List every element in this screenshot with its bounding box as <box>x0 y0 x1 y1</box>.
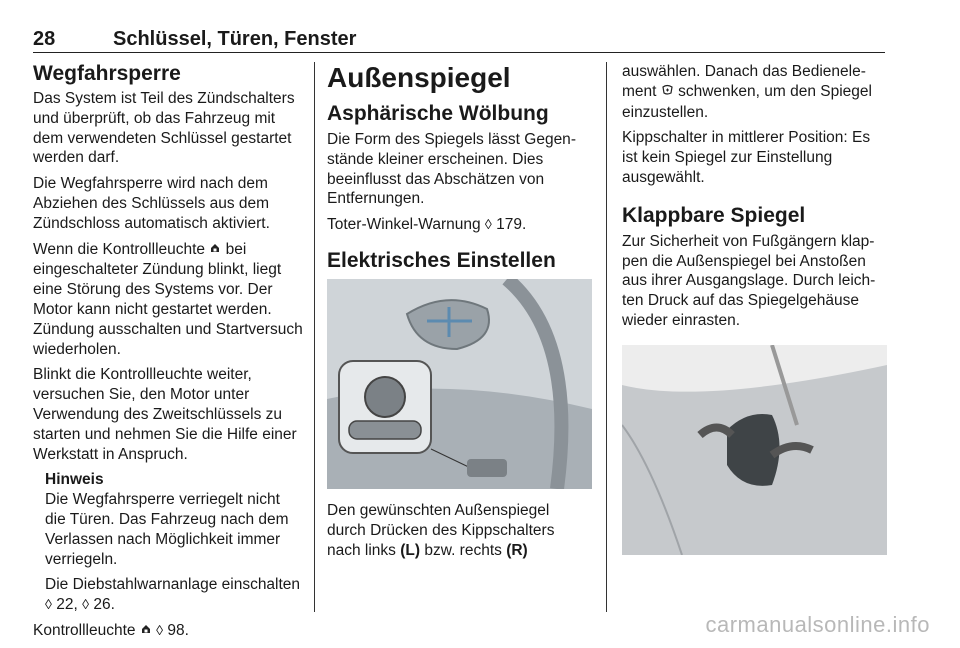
column-divider-1 <box>314 62 315 612</box>
text: bei eingeschalteter Zündung blinkt, liegt eine Störung des Systems vor. Der Motor kann nicht gestartet werden. Zündung ausschalten und Startversuch wiederholen. <box>33 240 303 358</box>
page-ref-link[interactable]: 26 <box>93 596 111 614</box>
paragraph: Kontrollleuchte ◊ 98. <box>33 621 303 642</box>
text: bzw. rechts <box>424 541 502 559</box>
ref-arrow-icon: ◊ <box>45 596 52 613</box>
text: Toter-Winkel-Warnung <box>327 216 481 234</box>
ref-arrow-icon: ◊ <box>484 216 492 233</box>
page-ref-link[interactable]: 179 <box>496 216 523 234</box>
watermark: carmanualsonline.info <box>705 612 930 637</box>
paragraph: Toter-Winkel-Warnung ◊ 179. <box>327 216 527 234</box>
text: Wenn die Kontrollleuchte <box>33 240 206 258</box>
text: (R) <box>506 541 528 559</box>
text: schwenken, um den Spiegel einzustellen. <box>622 82 872 121</box>
chapter-title: Schlüssel, Türen, Fenster <box>113 28 357 50</box>
text: Die Diebstahlwarnanlage einschalten <box>45 576 301 594</box>
note-box <box>33 470 303 615</box>
mirror-control-illustration <box>327 279 592 489</box>
paragraph: Das System ist Teil des Zündschalters und überprüft, ob das Fahrzeug mit dem verwendeten Schlüssel gestartet werden darf. <box>33 90 295 167</box>
text: auswählen. Danach das Bedienelement <box>622 63 866 100</box>
note-paragraph: Die Diebstahlwarnanlage einschalten ◊ 22, ◊ 26. <box>45 576 301 614</box>
section-title-aussenspiegel: Außenspiegel <box>327 62 511 93</box>
paragraph: Zur Sicherheit von Fußgängern klappen die Außenspiegel bei Anstoßen aus ihrer Ausgangslage. Durch leichten Druck auf das Spiegelgehäuse wieder einrasten. <box>622 232 876 329</box>
paragraph <box>622 62 887 122</box>
note-paragraph: Die Wegfahrsperre verriegelt nicht die Türen. Das Fahrzeug nach dem Verlassen nach Möglichkeit immer verriegeln. <box>45 491 289 568</box>
section-heading-wegfahrsperre: Wegfahrsperre <box>33 62 181 85</box>
mirror-adjust-icon <box>661 83 674 103</box>
subheading-asphaerisch: Asphärische Wölbung <box>327 102 549 125</box>
paragraph: Kippschalter in mittlerer Position: Es ist kein Spiegel zur Einstellung ausgewählt. <box>622 129 871 186</box>
page-header <box>33 28 885 52</box>
page-ref-link[interactable]: 98 <box>167 621 185 639</box>
paragraph: Die Form des Spiegels lässt Gegenstände kleiner erscheinen. Dies beeinflusst das Abschätzen von Entfernungen. <box>327 131 576 208</box>
text: Den gewünschten Außenspiegel durch Drücken des Kippschalters nach links <box>327 501 555 559</box>
note-title: Hinweis <box>45 471 104 489</box>
column-divider-2 <box>606 62 607 612</box>
figure-caption <box>327 501 592 560</box>
subheading-klappbar: Klappbare Spiegel <box>622 203 806 227</box>
header-rule <box>33 52 885 53</box>
paragraph: Blinkt die Kontrollleuchte weiter, versuchen Sie, den Motor unter Verwendung des Zweitschlüssels zu starten und nehmen Sie die Hilfe einer Werkstatt in Anspruch. <box>33 366 297 463</box>
subheading-elektrisch: Elektrisches Einstellen <box>327 248 556 272</box>
page-ref-link[interactable]: 22 <box>56 596 74 614</box>
folding-mirror-illustration <box>622 345 887 555</box>
column-1 <box>33 62 303 648</box>
text: (L) <box>400 541 421 559</box>
ref-arrow-icon: ◊ <box>156 621 164 638</box>
column-2 <box>327 62 592 566</box>
page-number: 28 <box>33 28 56 50</box>
immobilizer-icon <box>209 241 221 261</box>
column-3 <box>622 62 887 555</box>
paragraph <box>33 240 303 360</box>
paragraph: Die Wegfahrsperre wird nach dem Abziehen des Schlüssels aus dem Zündschloss automatisch aktiviert. <box>33 175 270 232</box>
ref-arrow-icon: ◊ <box>82 596 90 613</box>
text: Kontrollleuchte <box>33 621 136 639</box>
immobilizer-icon <box>140 622 152 642</box>
